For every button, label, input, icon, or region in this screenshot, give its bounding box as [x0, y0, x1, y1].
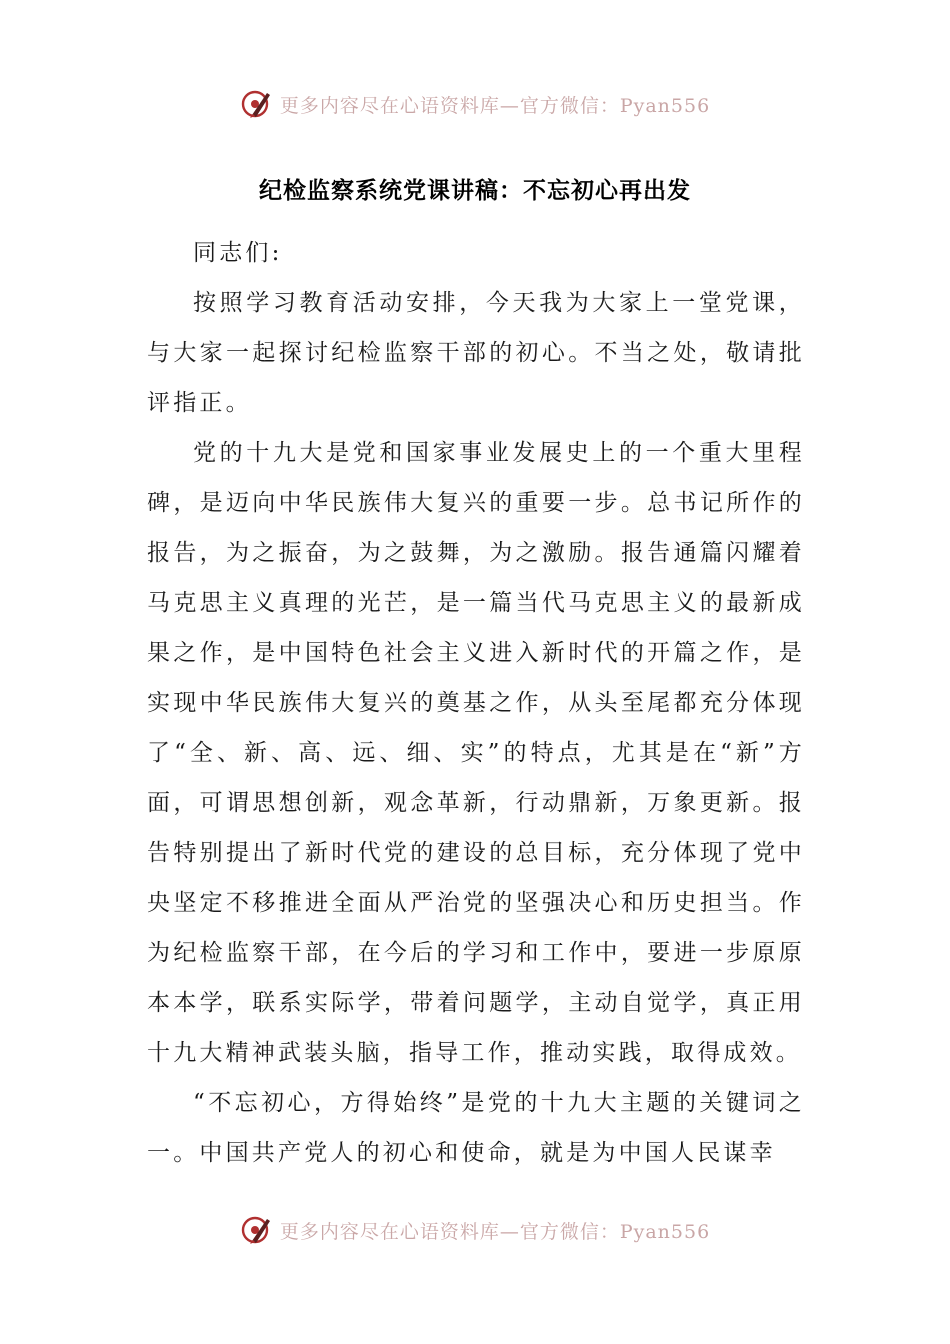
document-title: 纪检监察系统党课讲稿：不忘初心再出发	[259, 177, 691, 204]
pen-logo-icon	[240, 87, 274, 121]
footer-watermark-banner	[0, 1210, 950, 1250]
watermark-text: 更多内容尽在心语资料库—官方微信：Pyan556	[279, 94, 711, 117]
watermark-text: 更多内容尽在心语资料库—官方微信：Pyan556	[279, 1220, 711, 1243]
body-paragraph: “不忘初心，方得始终”是党的十九大主题的关键词之一。中国共产党人的初心和使命，就是为中国人民谋幸	[147, 1090, 805, 1166]
document-body	[147, 228, 805, 1178]
body-paragraph: 党的十九大是党和国家事业发展史上的一个重大里程碑，是迈向中华民族伟大复兴的重要一步。总书记所作的报告，为之振奋，为之鼓舞，为之激励。报告通篇闪耀着马克思主义真理的光芒，是一篇当代马克思主义的最新成果之作，是中国特色社会主义进入新时代的开篇之作，是实现中华民族伟大复兴的奠基之作，从头至尾都充分体现了“全、新、高、远、细、实”的特点，尤其是在“新”方面，可谓思想创新，观念革新，行动鼎新，万象更新。报告特别提出了新时代党的建设的总目标，充分体现了党中央坚定不移推进全面从严治党的坚强决心和历史担当。作为纪检监察干部，在今后的学习和工作中，要进一步原原本本学，联系实际学，带着问题学，主动自觉学，真正用十九大精神武装头脑，指导工作，推动实践，取得成效。	[147, 440, 805, 1066]
pen-logo-icon	[240, 1213, 274, 1247]
header-watermark-banner	[0, 84, 950, 124]
body-paragraph: 按照学习教育活动安排，今天我为大家上一堂党课，与大家一起探讨纪检监察干部的初心。不当之处，敬请批评指正。	[147, 290, 805, 416]
salutation-paragraph: 同志们:	[193, 240, 283, 266]
